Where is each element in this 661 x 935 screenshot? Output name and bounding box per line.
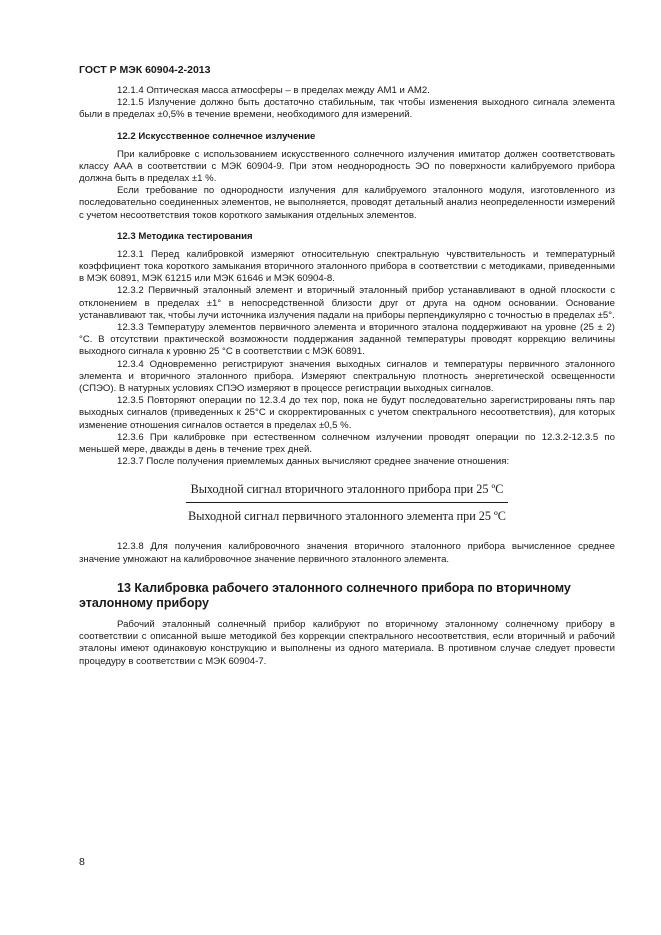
paragraph-12-2-1: При калибровке с использованием искусственного солнечного излучения имитатор должен соответствовать классу ААА в соответствии с МЭК 60904-9. При этом неоднородность ЭО по поверхности калибруемого прибора должна быть в пределах ±1 %. <box>79 148 615 185</box>
formula-denominator: Выходной сигнал первичного эталонного элемента при 25 ºС <box>188 509 506 524</box>
paragraph-12-1-4: 12.1.4 Оптическая масса атмосферы – в пределах между АМ1 и АМ2. <box>117 85 430 96</box>
ratio-formula <box>79 482 615 524</box>
page-body <box>79 85 615 668</box>
paragraph-12-3-8: 12.3.8 Для получения калибровочного значения вторичного эталонного прибора вычисленное среднее значение умножают на калибровочное значение первичного эталонного элемента. <box>79 541 615 565</box>
paragraph-12-1-5: 12.1.5 Излучение должно быть достаточно стабильным, так чтобы изменения выходного сигнала элемента были в пределах ±0,5% в течение времени, необходимого для измерений. <box>79 97 615 121</box>
paragraph-12-3-4: 12.3.4 Одновременно регистрируют значения выходных сигналов и температуры первичного эталонного элемента и вторичного эталонного прибора. Измеряют спектральную плотность энергетической освещенности (СПЭО). В натурных условиях СПЭО измеряют в процессе регистрации выходных сигналов. <box>79 358 615 395</box>
paragraph-12-3-7: 12.3.7 После получения приемлемых данных вычисляют среднее значение отношения: <box>117 456 510 468</box>
heading-12-2: 12.2 Искусственное солнечное излучение <box>117 130 316 142</box>
paragraph-13-1: Рабочий эталонный солнечный прибор калибруют по вторичному эталонному солнечному прибору в соответствии с описанной выше методикой без коррекции спектрального несоответствия, если вторичный и рабочий эталоны имеют одинаковую конструкцию и выполнены из одного материала. В противном случае следует провести процедуру в соответствии с МЭК 60904-7. <box>79 618 615 667</box>
page-number: 8 <box>79 856 85 868</box>
fraction <box>186 482 508 524</box>
document-header: ГОСТ Р МЭК 60904-2-2013 <box>79 64 211 76</box>
paragraph-12-3-6: 12.3.6 При калибровке при естественном солнечном излучении проводят операции по 12.3.2-12.3.5 по меньшей мере, дважды в день в течение трех дней. <box>79 431 615 456</box>
formula-numerator: Выходной сигнал вторичного эталонного прибора при 25 ºС <box>186 482 508 503</box>
paragraph-12-3-3: 12.3.3 Температуру элементов первичного элемента и вторичного эталона поддерживают на уровне (25 ± 2)°С. В отсутствии практической возможности поддержания заданной температуры проводят коррекцию величины выходного сигнала к уровню 25 °С в соответствии с МЭК 60891. <box>79 322 615 358</box>
paragraph-12-2-2: Если требование по однородности излучения для калибруемого эталонного модуля, изготовленного из последовательно соединенных элементов, не выполняется, проводят детальный анализ неопределенности измерений с учетом несоответствия токов короткого замыкания отдельных элементов. <box>79 185 615 221</box>
paragraph-12-3-2: 12.3.2 Первичный эталонный элемент и вторичный эталонный прибор устанавливают в одной плоскости с отклонением в пределах ±1° в непосредственной близости друг от друга на одном основании. Основание устанавливают так, чтобы лучи источника излучения падали на приборы перпендикулярно с точностью в пределах ±5°. <box>79 285 615 321</box>
paragraph-12-3-1: 12.3.1 Перед калибровкой измеряют относительную спектральную чувствительность и температурный коэффициент тока короткого замыкания вторичного эталонного прибора в соответствии с методиками, приведенными в МЭК 60891, МЭК 61215 или МЭК 61646 и МЭК 60904-8. <box>79 248 615 285</box>
paragraph-12-3-5: 12.3.5 Повторяют операции по 12.3.4 до тех пор, пока не будут последовательно зарегистрированы пять пар выходных сигналов (приведенных к 25°С и скорректированных с учетом спектрального несоответствия), для которых изменение отношения сигналов остается в пределах ±0,5 %. <box>79 395 615 431</box>
heading-12-3: 12.3 Методика тестирования <box>117 230 253 242</box>
heading-13: 13 Калибровка рабочего эталонного солнечного прибора по вторичному эталонному прибору <box>79 580 571 610</box>
